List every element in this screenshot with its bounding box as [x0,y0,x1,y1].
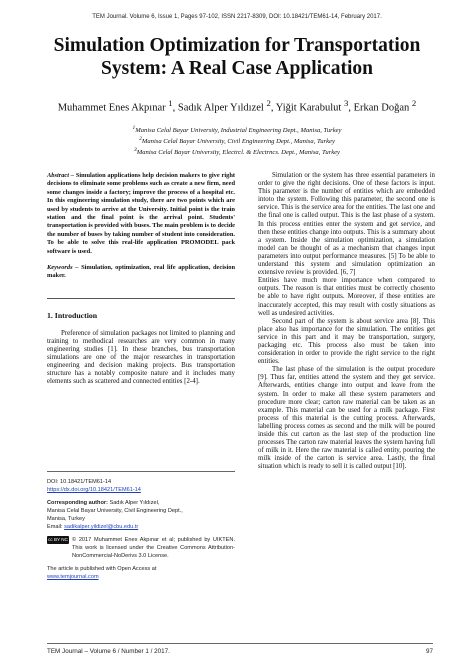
author-name: Sadık Alper Yıldızel [177,102,264,114]
author-sup: 3 [343,98,349,108]
author-sup: 1 [168,98,173,108]
doi-text: DOI: 10.18421/TEM61-14 [47,479,112,485]
author-list: Muhammet Enes Akpınar $^1$, Sadık Alper Yıldızel $^2$, Yiğit Karabulut $^3$, Erkan Doğan $^2$ [57,98,417,114]
doi-link[interactable]: https://dx.doi.org/10.18421/TEM61-14 [47,487,141,493]
body-paragraph: Simulation or the system has three essential parameters in order to give the right decisions. One of these factors is input. This parameter is the number of entities which are embedded intoto the system. Following this parameter, the second one is service. This is the service area for the entities. The last one and the final one is called output. This is the last phase of a system. In this process entities enter the system and get service, and then these entities change into outputs. This is a summary about a system. Inside the simulation optimization, a simulation model can be thought of as a mechanism that changes input parameters into output performance measures. [5] To be able to understand this system and simulation optimization an extensive review is provided. [6, 7] [258,172,435,277]
title-line-2: System: A Real Case Application [101,58,373,79]
corr-address-2: Manisa, Turkey [47,516,85,522]
section-heading: 1. Introduction [47,298,235,320]
journal-link[interactable]: www.temjournal.com [47,574,99,580]
license-text: © 2017 Muhammet Enes Akpınar et al; published by UIKTEN. This work is licensed under the Creative Commons Attribution-NonCommercial-NoDerivs 3.0 License. [72,537,235,559]
abstract-label: Abstract – [47,172,75,179]
body-paragraph: The last phase of the simulation is the output procedure [9]. Thus far, entities attend the system and they get service. Afterwards, entities change into output and leave from the system. In order to make all these system parameters and procedure more clear; carton raw material can be taken as an example. This material can be used for a milk package. First process of this material is the cutting process. Afterwards, labelling process comes as second and the milk will be poured inside this cut carton as the last step of the production line processes The carton raw material leaves the system having full of milk in it. Here the raw material is called entity, pouring the milk inside of the carton is service area. Lastly, the final situation which is ready to sell it is called output [10]. [258,366,435,471]
page-footer [47,643,433,655]
author-sup: 2 [411,98,417,108]
journal-header: TEM Journal. Volume 6, Issue 1, Pages 97-102, ISSN 2217-8309, DOI: 10.18421/TEM61-14, February 2017. [92,14,382,20]
abstract-text: Simulation applications help decision makers to give right decisions to eliminate some problems such as create a new firm, need some changes inside a factory; improve the process of a hospital etc. In this engineering simulation study, there are two points which are used by students to arrive at the University. Initial point is the train station and the final point is the arrival point. Students' transportation is provided with buses. The main problem is to decide the number of buses by taking number of student into consideration. To be able to solve this real-life application PROMODEL pack software is used. [47,172,235,255]
affiliation: $^1$Manisa Celal Bayar University, Industrial Engineering Dept., Manisa, Turkey [132,125,342,135]
corr-label: Corresponding author: [47,500,108,506]
left-column [47,172,235,387]
abstract [47,172,235,256]
affiliation: $^3$Manisa Celal Bayar University, Electrcl. & Electrncs. Dept., Manisa, Turkey [134,147,340,157]
keywords-label: Keywords – [47,264,79,272]
title-line-1: Simulation Optimization for Transportation [53,35,421,56]
meta-divider [47,471,235,472]
article-meta [47,471,235,581]
affiliation-list [20,124,454,158]
author-sup: 2 [266,98,271,108]
cc-license-icon: cc BY NC ND [48,537,68,550]
right-column [258,172,435,471]
author-name: Erkan Doğan [353,102,410,114]
body-paragraph: Second part of the system is about service area [8]. This place also has importance for the simulation. The entities get service in this part and it may be transportation, surgery, packaging etc. This process also must be taken into consideration in order to provide the right service to the right entities. [258,317,435,366]
email-link[interactable]: sadikalper.yildizel@cbu.edu.tr [64,524,139,530]
corr-name: Sadık Alper Yıldızel, [109,500,160,506]
affiliation: $^2$Manisa Celal Bayar University, Civil Engineering Dept., Manisa, Turkey [139,136,335,146]
paper-title [20,34,454,80]
email-label: Email: [47,524,63,530]
keywords [47,264,235,281]
page-number: 97 [425,648,433,655]
intro-paragraph: Preference of simulation packages not limited to planning and training to methodical researches are very common in many engineering studies [1]. In these branches, bus transportation simulations are one of the major researches in transportation engineering and decision making projects. Bus transportation structure has a notably composite nature and it includes many elements such as scattered and connected entities [2-4]. [47,329,235,386]
footer-journal: TEM Journal – Volume 6 / Number 1 / 2017. [47,648,170,655]
author-name: Muhammet Enes Akpınar [57,102,166,114]
body-paragraph: Entities have much more importance when compared to outputs. The reason is that entities must be correctly chosento be able to have right outputs. Moreover, if these entities are inaccurately accepted, this may result with costly situations as well as undesired activities. [258,277,435,317]
open-access-text: The article is published with Open Access at [47,566,157,572]
author-name: Yiğit Karabulut [275,102,342,114]
keywords-text: Simulation, optimization, real life application, decision maker. [47,264,235,280]
corr-address-1: Manisa Celal Bayar University, Civil Engineering Dept., [47,508,183,514]
